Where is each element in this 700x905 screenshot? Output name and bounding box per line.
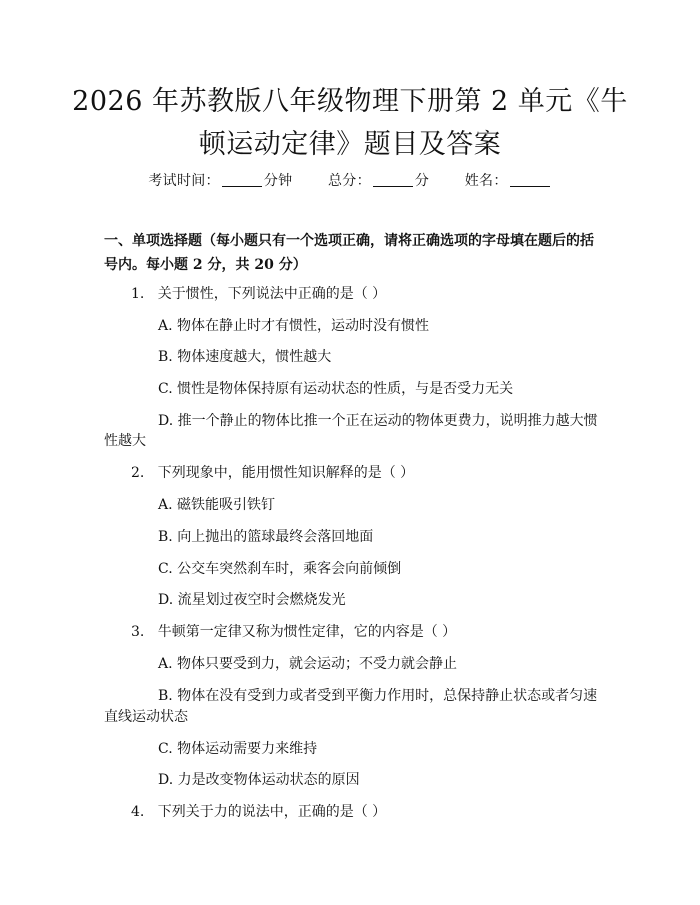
option-c: C. 惯性是物体保持原有运动状态的性质，与是否受力无关 xyxy=(158,381,514,397)
option-a: A. 物体在静止时才有惯性，运动时没有惯性 xyxy=(158,318,430,334)
option-b: B. 向上抛出的篮球最终会落回地面 xyxy=(158,529,374,545)
name-blank[interactable] xyxy=(510,186,550,187)
score-label: 总分： xyxy=(327,173,371,189)
title-line-2: 顿运动定律》题目及答案 xyxy=(198,129,502,160)
question-number: 4. xyxy=(131,804,145,820)
question-text: 下列关于力的说法中，正确的是（ ） xyxy=(157,804,387,820)
exam-meta xyxy=(0,170,700,190)
option-a: A. 物体只要受到力，就会运动；不受力就会静止 xyxy=(158,656,458,672)
question-2 xyxy=(131,462,414,482)
question-text: 牛顿第一定律又称为惯性定律，它的内容是（ ） xyxy=(157,624,457,640)
question-text: 关于惯性，下列说法中正确的是（ ） xyxy=(157,286,387,302)
time-unit: 分钟 xyxy=(263,173,293,189)
question-1 xyxy=(131,283,386,303)
option-b: B. 物体速度越大，惯性越大 xyxy=(158,349,332,365)
score-blank[interactable] xyxy=(373,186,413,187)
name-label: 姓名： xyxy=(464,173,508,189)
option-b: B. 物体在没有受到力或者受到平衡力作用时，总保持静止状态或者匀速 xyxy=(158,688,598,704)
option-d: D. 推一个静止的物体比推一个正在运动的物体更费力，说明推力越大惯 xyxy=(158,413,598,429)
option-c: C. 公交车突然刹车时，乘客会向前倾倒 xyxy=(158,561,402,577)
option-b-continued: 直线运动状态 xyxy=(104,709,188,725)
question-3 xyxy=(131,621,456,641)
option-a: A. 磁铁能吸引铁钉 xyxy=(158,497,276,513)
question-number: 1. xyxy=(131,286,145,302)
question-4 xyxy=(131,801,386,821)
option-c: C. 物体运动需要力来维持 xyxy=(158,741,318,757)
option-d: D. 流星划过夜空时会燃烧发光 xyxy=(158,592,346,608)
question-number: 2. xyxy=(131,465,145,481)
option-d-continued: 性越大 xyxy=(104,433,146,449)
question-text: 下列现象中，能用惯性知识解释的是（ ） xyxy=(157,465,415,481)
time-label: 考试时间： xyxy=(148,173,220,189)
score-unit: 分 xyxy=(414,173,430,189)
section-heading: 一、单项选择题（每小题只有一个选项正确，请将正确选项的字母填在题后的括号内。每小题 2 分，共 20 分） xyxy=(104,233,594,273)
option-d: D. 力是改变物体运动状态的原因 xyxy=(158,772,360,788)
title-line-1: 2026 年苏教版八年级物理下册第 2 单元《牛 xyxy=(72,86,628,117)
document-title xyxy=(60,80,640,166)
question-number: 3. xyxy=(131,624,145,640)
time-blank[interactable] xyxy=(222,186,262,187)
